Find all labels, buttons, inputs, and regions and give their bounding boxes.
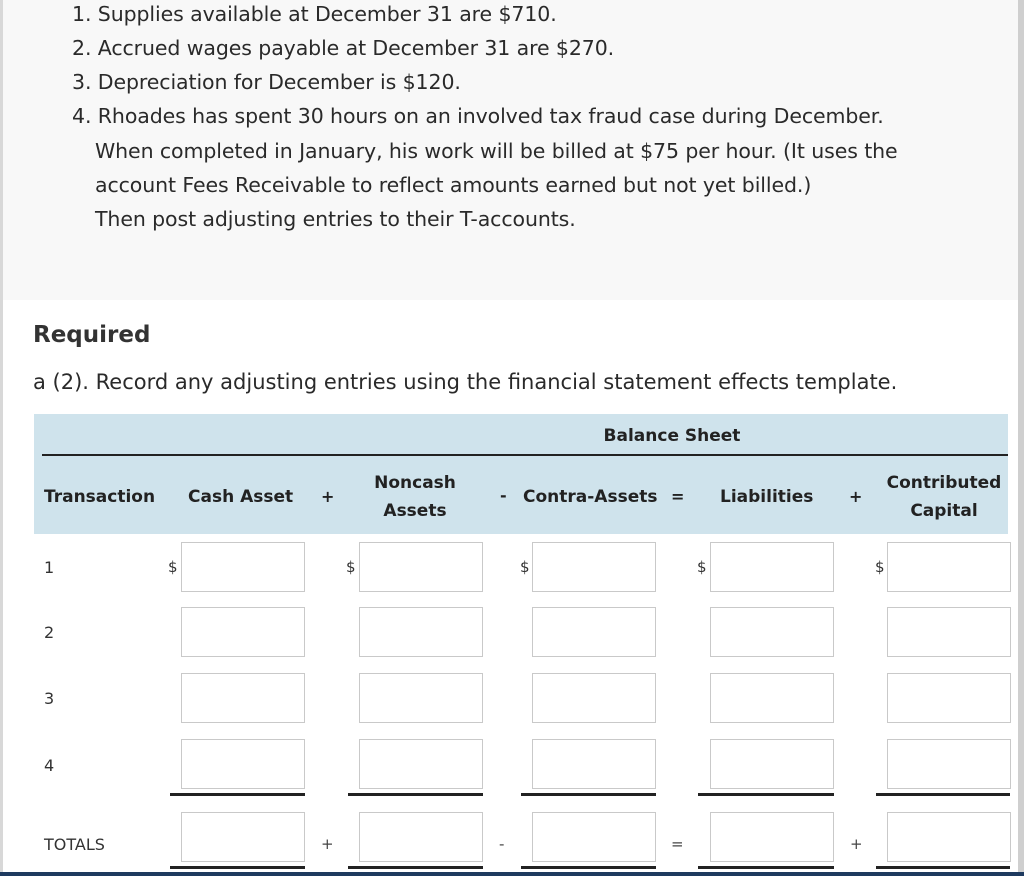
total-rule-cash bbox=[170, 793, 305, 796]
dollar-sign: $ bbox=[697, 558, 707, 576]
col-contra-assets: Contra-Assets bbox=[523, 487, 658, 507]
totals-label: TOTALS bbox=[44, 835, 105, 854]
dollar-sign: $ bbox=[346, 558, 356, 576]
balance-sheet-rule bbox=[42, 454, 1008, 456]
liabilities-input-3[interactable] bbox=[710, 673, 834, 723]
totals-op-minus: - bbox=[499, 835, 505, 853]
balance-sheet-title: Balance Sheet bbox=[603, 426, 741, 446]
item-text: Supplies available at December 31 are $710. bbox=[97, 2, 557, 26]
contributed-capital-total-input[interactable] bbox=[887, 812, 1011, 862]
op-equals: = bbox=[671, 487, 685, 506]
liabilities-total-input[interactable] bbox=[710, 812, 834, 862]
col-contributed-l1: Contributed bbox=[886, 473, 1002, 493]
total-rule-contra bbox=[521, 793, 656, 796]
noncash-assets-input-1[interactable] bbox=[359, 542, 483, 592]
col-noncash-l1: Noncash bbox=[374, 473, 456, 493]
item-text: Rhoades has spent 30 hours on an involved tax fraud case during December. bbox=[97, 104, 884, 128]
contra-assets-input-1[interactable] bbox=[532, 542, 656, 592]
op-plus-1: + bbox=[321, 487, 335, 506]
problem-statement-panel bbox=[0, 0, 1024, 300]
col-contributed-capital bbox=[884, 469, 1004, 525]
contributed-capital-input-4[interactable] bbox=[887, 739, 1011, 789]
cash-asset-input-1[interactable] bbox=[181, 542, 305, 592]
dollar-sign: $ bbox=[875, 558, 885, 576]
row-label-1: 1 bbox=[44, 558, 55, 577]
totals-op-equals: = bbox=[671, 835, 684, 853]
dollar-sign: $ bbox=[520, 558, 530, 576]
contra-assets-total-input[interactable] bbox=[532, 812, 656, 862]
col-noncash-assets bbox=[364, 469, 466, 525]
left-edge-divider bbox=[0, 0, 3, 876]
cash-asset-input-2[interactable] bbox=[181, 607, 305, 657]
cash-asset-input-4[interactable] bbox=[181, 739, 305, 789]
contributed-capital-input-3[interactable] bbox=[887, 673, 1011, 723]
noncash-assets-input-2[interactable] bbox=[359, 607, 483, 657]
instruction-item-4-line-4: Then post adjusting entries to their T-accounts. bbox=[95, 207, 576, 231]
item-number: 1. bbox=[72, 2, 92, 26]
noncash-assets-input-3[interactable] bbox=[359, 673, 483, 723]
instruction-item-4 bbox=[72, 104, 884, 128]
final-rule-noncash bbox=[348, 866, 483, 869]
template-header bbox=[34, 414, 1008, 534]
bottom-bar bbox=[0, 872, 1024, 876]
total-rule-liabilities bbox=[698, 793, 834, 796]
noncash-assets-input-4[interactable] bbox=[359, 739, 483, 789]
instruction-item-2 bbox=[72, 36, 614, 60]
dollar-sign: $ bbox=[168, 558, 178, 576]
col-liabilities: Liabilities bbox=[720, 487, 814, 507]
instruction-item-4-line-2: When completed in January, his work will be billed at $75 per hour. (It uses the bbox=[95, 139, 898, 163]
contra-assets-input-4[interactable] bbox=[532, 739, 656, 789]
instruction-item-1 bbox=[72, 2, 557, 26]
contributed-capital-input-1[interactable] bbox=[887, 542, 1011, 592]
final-rule-contributed bbox=[876, 866, 1010, 869]
col-noncash-l2: Assets bbox=[383, 501, 447, 521]
liabilities-input-1[interactable] bbox=[710, 542, 834, 592]
row-label-2: 2 bbox=[44, 623, 55, 642]
contra-assets-input-2[interactable] bbox=[532, 607, 656, 657]
op-minus: - bbox=[500, 486, 507, 505]
totals-op-plus-1: + bbox=[321, 835, 334, 853]
noncash-assets-total-input[interactable] bbox=[359, 812, 483, 862]
col-transaction: Transaction bbox=[44, 487, 156, 507]
instruction-item-4-line-3: account Fees Receivable to reflect amounts earned but not yet billed.) bbox=[95, 173, 812, 197]
item-number: 2. bbox=[72, 36, 92, 60]
liabilities-input-2[interactable] bbox=[710, 607, 834, 657]
total-rule-contributed bbox=[876, 793, 1010, 796]
item-text: Accrued wages payable at December 31 are $270. bbox=[97, 36, 615, 60]
total-rule-noncash bbox=[348, 793, 483, 796]
cash-asset-input-3[interactable] bbox=[181, 673, 305, 723]
item-number: 3. bbox=[72, 70, 92, 94]
final-rule-cash bbox=[170, 866, 305, 869]
item-number: 4. bbox=[72, 104, 92, 128]
liabilities-input-4[interactable] bbox=[710, 739, 834, 789]
final-rule-liabilities bbox=[698, 866, 834, 869]
op-plus-2: + bbox=[849, 487, 863, 506]
cash-asset-total-input[interactable] bbox=[181, 812, 305, 862]
contributed-capital-input-2[interactable] bbox=[887, 607, 1011, 657]
totals-op-plus-2: + bbox=[850, 835, 863, 853]
row-label-3: 3 bbox=[44, 689, 55, 708]
required-heading: Required bbox=[33, 322, 151, 348]
final-rule-contra bbox=[521, 866, 656, 869]
required-instruction: a (2). Record any adjusting entries using the financial statement effects template. bbox=[33, 370, 898, 394]
instruction-item-3 bbox=[72, 70, 461, 94]
col-contributed-l2: Capital bbox=[910, 501, 978, 521]
item-text: Depreciation for December is $120. bbox=[97, 70, 461, 94]
contra-assets-input-3[interactable] bbox=[532, 673, 656, 723]
col-cash-asset: Cash Asset bbox=[188, 487, 294, 507]
row-label-4: 4 bbox=[44, 756, 55, 775]
scrollbar-track[interactable] bbox=[1018, 0, 1024, 876]
